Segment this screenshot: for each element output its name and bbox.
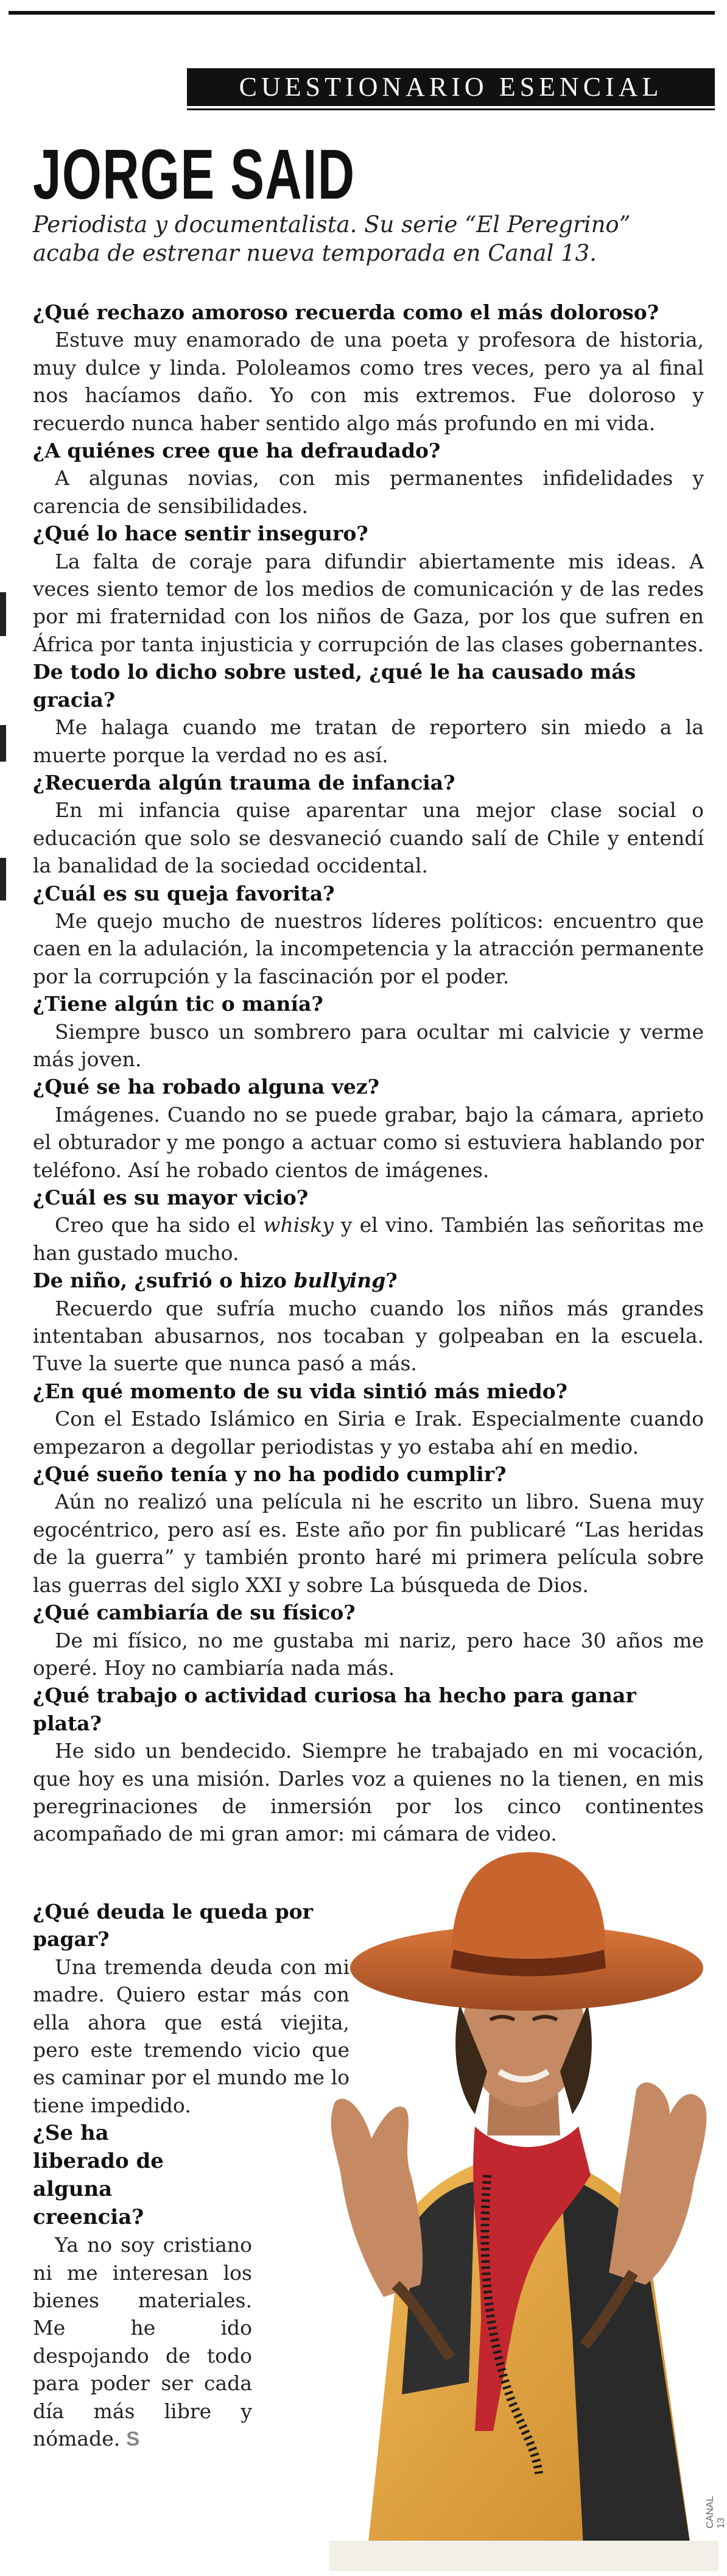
question: ¿Qué cambiaría de su físico? (33, 1601, 356, 1625)
end-mark: S (126, 2427, 140, 2450)
answer: Me quejo mucho de nuestros líderes políticos: encuentro que caen en la adulación, la incompetencia y la atracción permanente por la corrupción y la fascinación por el poder. (33, 908, 704, 988)
qa-item (33, 769, 704, 880)
question: ¿Qué sueño tenía y no ha podido cumplir? (33, 1462, 507, 1487)
question: ¿Se ha liberado de alguna creencia? (33, 2121, 164, 2230)
answer: Recuerdo que sufría mucho cuando los niños más grandes intentaban abusarnos, nos tocaban y golpeaban en la escuela. Tuve la suerte que nunca pasó a más. (33, 1296, 704, 1376)
left-hand (331, 2099, 423, 2297)
qa-item (33, 520, 704, 658)
answer-emphasis: whisky (263, 1213, 334, 1237)
qa-item (33, 1378, 704, 1460)
answer-text: Creo que ha sido el (55, 1213, 264, 1237)
answer: Imágenes. Cuando no se puede grabar, bajo la cámara, aprieto el obturador y me pongo a actuar como si estuviera hablando por teléfono. Así he robado cientos de imágenes. (33, 1102, 704, 1182)
qa-item (33, 990, 704, 1073)
margin-mark (0, 725, 6, 762)
qa-item (33, 437, 704, 520)
answer: Una tremenda deuda con mi madre. Quiero estar más con ella ahora que está viejita, pero este tremendo vicio que es caminar por el mundo me lo tiene impedido. (33, 1955, 349, 2117)
photo-credit: CANAL 13 (705, 2496, 726, 2528)
banner-rule (187, 108, 715, 110)
interviewee-photo (329, 1785, 718, 2571)
answer: A algunas novias, con mis permanentes infidelidades y carencia de sensibilidades. (33, 466, 704, 518)
question: ¿Qué rechazo amoroso recuerda como el más doloroso? (33, 300, 659, 324)
question: ¿Cuál es su queja favorita? (33, 881, 335, 905)
answer-text: y el vino. También las señoritas me han gustado mucho. (33, 1213, 704, 1265)
qa-item (33, 1898, 349, 2119)
top-rule (9, 11, 715, 15)
question: ¿A quiénes cree que ha defraudado? (33, 439, 441, 463)
deck: Periodista y documentalista. Su serie “El Peregrino” acaba de estrenar nueva temporada en Canal 13. (33, 211, 631, 266)
qa-item (33, 1267, 704, 1378)
question: ¿Qué trabajo o actividad curiosa ha hecho para ganar plata? (33, 1683, 636, 1735)
answer (33, 2231, 252, 2452)
question: ¿Qué deuda le queda por pagar? (33, 1900, 314, 1951)
qa-item (33, 1460, 704, 1599)
question: ¿Recuerda algún trauma de infancia? (33, 770, 455, 794)
question: ¿Cuál es su mayor vicio? (33, 1186, 309, 1209)
qa-item (33, 299, 704, 437)
margin-mark (0, 592, 6, 636)
qa-item (33, 880, 704, 991)
question: De todo lo dicho sobre usted, ¿qué le ha causado más gracia? (33, 660, 636, 712)
hat-crown (451, 1852, 606, 1968)
qa-item (33, 1599, 704, 1682)
answer: La falta de coraje para difundir abiertamente mis ideas. A veces siento temor de los medios de comunicación y de las redes por mi fraternidad con los niños de Gaza, por los que sufren en África por tanta injusticia y corrupción de las clases gobernantes. (33, 549, 704, 656)
question (33, 1267, 704, 1294)
answer: Estuve muy enamorado de una poeta y profesora de historia, muy dulce y linda. Pololeamos como tres veces, pero ya al final nos hacíamos daño. Yo con mis extremos. Fue doloroso y recuerdo nunca haber sentido algo más profundo en mi vida. (33, 328, 704, 435)
qa-item (33, 2231, 252, 2452)
interviewee-name: JORGE SAID (33, 135, 356, 214)
question: ¿Qué lo hace sentir inseguro? (33, 522, 368, 546)
qa-item (33, 1184, 704, 1267)
answer: De mi físico, no me gustaba mi nariz, pero hace 30 años me operé. Hoy no cambiaría nada más. (33, 1628, 704, 1680)
answer: He sido un bendecido. Siempre he trabajado en mi vocación, que hoy es una misión. Darles voz a quienes no la tienen, en mis peregrinaciones de inmersión por los cinco continentes acompañado de mi gran amor: mi cámara de video. (33, 1739, 704, 1846)
narrow-column (33, 1898, 349, 2453)
answer: Con el Estado Islámico en Siria e Irak. Especialmente cuando empezaron a degollar periodistas y yo estaba ahí en medio. (33, 1407, 704, 1459)
question-text: De niño, ¿sufrió o hizo (33, 1269, 294, 1293)
right-hand (609, 2082, 706, 2285)
question: ¿Qué se ha robado alguna vez? (33, 1075, 380, 1099)
question: ¿En qué momento de su vida sintió más miedo? (33, 1379, 567, 1403)
section-banner: CUESTIONARIO ESENCIAL (187, 68, 715, 106)
answer: En mi infancia quise aparentar una mejor clase social o educación que solo se desvaneció cuando salí de Chile y entendí la banalidad de la sociedad occidental. (33, 798, 704, 878)
question-text: ? (385, 1269, 398, 1293)
qa-item (33, 1073, 704, 1184)
qa-item (33, 658, 704, 769)
answer: Siempre busco un sombrero para ocultar mi calvicie y verme más joven. (33, 1019, 704, 1071)
margin-mark (0, 858, 6, 901)
question-emphasis: bullying (293, 1269, 386, 1293)
questionnaire (33, 299, 704, 1848)
answer (33, 1211, 704, 1267)
answer: Aún no realizó una película ni he escrito un libro. Suena muy egocéntrico, pero así es. Este año por fin publicaré “Las heridas de la guerra” y también pronto haré mi primera película sobre las guerras del siglo XXI y sobre La búsqueda de Dios. (33, 1490, 704, 1597)
question: ¿Tiene algún tic o manía? (33, 992, 323, 1016)
qa-item (33, 2119, 179, 2231)
answer: Me halaga cuando me tratan de reportero sin miedo a la muerte porque la verdad no es así. (33, 715, 704, 767)
answer-text: Ya no soy cristiano ni me interesan los bienes materiales. Me he ido despojando de todo para poder ser cada día más libre y nómade. (33, 2233, 252, 2451)
